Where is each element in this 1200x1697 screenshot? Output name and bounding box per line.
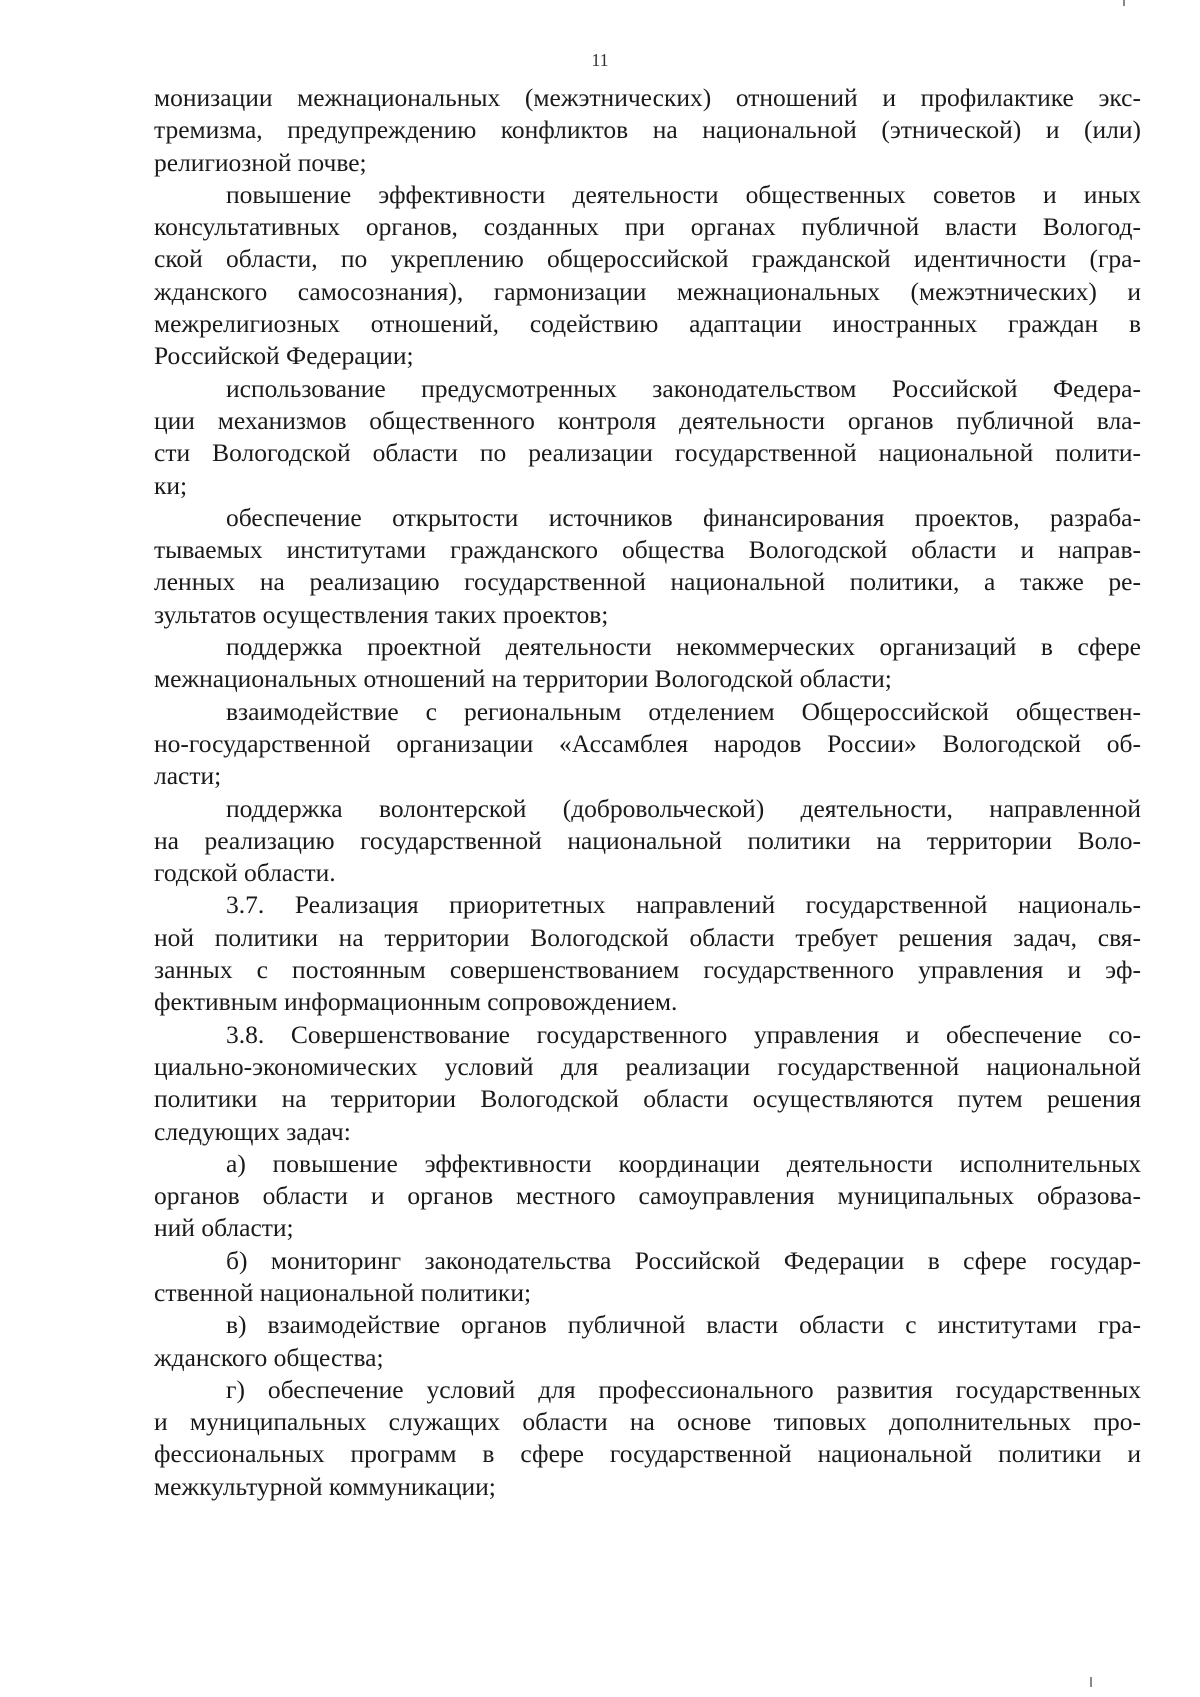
- text-line: ласти;: [154, 761, 222, 791]
- text-line: межрелигиозных отношений, содействию адаптации иностранных граждан в: [154, 309, 1141, 339]
- text-line: монизации межнациональных (межэтнических) отношений и профилактике экс-: [154, 83, 1141, 112]
- text-line: жданского самосознания), гармонизации межнациональных (межэтнических) и: [154, 276, 1141, 306]
- text-line: годской области.: [154, 858, 336, 888]
- text-line: зультатов осуществления таких проектов;: [154, 599, 609, 629]
- paragraph-first-line: поддержка волонтерской (добровольческой) деятельности, направленной: [226, 793, 1141, 823]
- text-line: сти Вологодской области по реализации государственной национальной полити-: [154, 438, 1141, 468]
- text-line: следующих задач:: [154, 1116, 351, 1146]
- text-line: тываемых институтами гражданского общества Вологодской области и направ-: [154, 535, 1141, 565]
- text-line: ки;: [154, 470, 188, 500]
- text-line: межкультурной коммуникации;: [154, 1471, 496, 1501]
- paragraph-first-line: поддержка проектной деятельности некоммерческих организаций в сфере: [226, 632, 1141, 662]
- paragraph-first-line: повышение эффективности деятельности общественных советов и иных: [226, 179, 1141, 209]
- text-line: ной политики на территории Вологодской области требует решения задач, свя-: [154, 922, 1141, 952]
- text-line: ственной национальной политики;: [154, 1277, 532, 1307]
- text-line: органов области и органов местного самоуправления муниципальных образова-: [154, 1181, 1141, 1211]
- text-line: политики на территории Вологодской области осуществляются путем решения: [154, 1084, 1141, 1114]
- text-line: ний области;: [154, 1213, 294, 1243]
- text-line: и муниципальных служащих области на основе типовых дополнительных про-: [154, 1407, 1141, 1437]
- paragraph-first-line: 3.8. Совершенствование государственного управления и обеспечение со-: [226, 1019, 1141, 1049]
- text-line: консультативных органов, созданных при органах публичной власти Вологод-: [154, 212, 1141, 242]
- text-line: фективным информационным сопровождением.: [154, 987, 678, 1017]
- text-line: ции механизмов общественного контроля деятельности органов публичной вла-: [154, 405, 1141, 435]
- paragraph-first-line: 3.7. Реализация приоритетных направлений государственной националь-: [226, 890, 1141, 920]
- text-line: ленных на реализацию государственной национальной политики, а также ре-: [154, 567, 1141, 597]
- text-line: межнациональных отношений на территории Вологодской области;: [154, 664, 892, 694]
- scan-mark-bottom: [1090, 1677, 1092, 1687]
- document-body: [154, 82, 1141, 1503]
- text-line: фессиональных программ в сфере государственной национальной политики и: [154, 1439, 1141, 1469]
- paragraph-first-line: взаимодействие с региональным отделением Общероссийской обществен-: [226, 696, 1141, 726]
- paragraph-first-line: а) повышение эффективности координации деятельности исполнительных: [226, 1148, 1141, 1178]
- paragraph-first-line: б) мониторинг законодательства Российской Федерации в сфере государ-: [226, 1245, 1141, 1275]
- text-line: Российской Федерации;: [154, 341, 414, 371]
- paragraph-first-line: использование предусмотренных законодательством Российской Федера-: [226, 373, 1141, 403]
- text-line: циально-экономических условий для реализации государственной национальной: [154, 1051, 1141, 1081]
- page-number: 11: [591, 50, 609, 70]
- text-line: на реализацию государственной национальной политики на территории Воло-: [154, 825, 1141, 855]
- text-line: но-государственной организации «Ассамблея народов России» Вологодской об-: [154, 728, 1141, 758]
- text-line: религиозной почве;: [154, 147, 367, 177]
- text-line: занных с постоянным совершенствованием государственного управления и эф-: [154, 955, 1141, 985]
- text-line: ской области, по укреплению общероссийской гражданской идентичности (гра-: [154, 244, 1141, 274]
- text-line: жданского общества;: [154, 1342, 384, 1372]
- paragraph-first-line: обеспечение открытости источников финансирования проектов, разраба-: [226, 502, 1141, 532]
- scan-mark-top: [1123, 0, 1125, 6]
- text-line: тремизма, предупреждению конфликтов на национальной (этнической) и (или): [154, 115, 1141, 145]
- paragraph-first-line: в) взаимодействие органов публичной власти области с институтами гра-: [226, 1310, 1141, 1340]
- paragraph-first-line: г) обеспечение условий для профессионального развития государственных: [226, 1374, 1141, 1404]
